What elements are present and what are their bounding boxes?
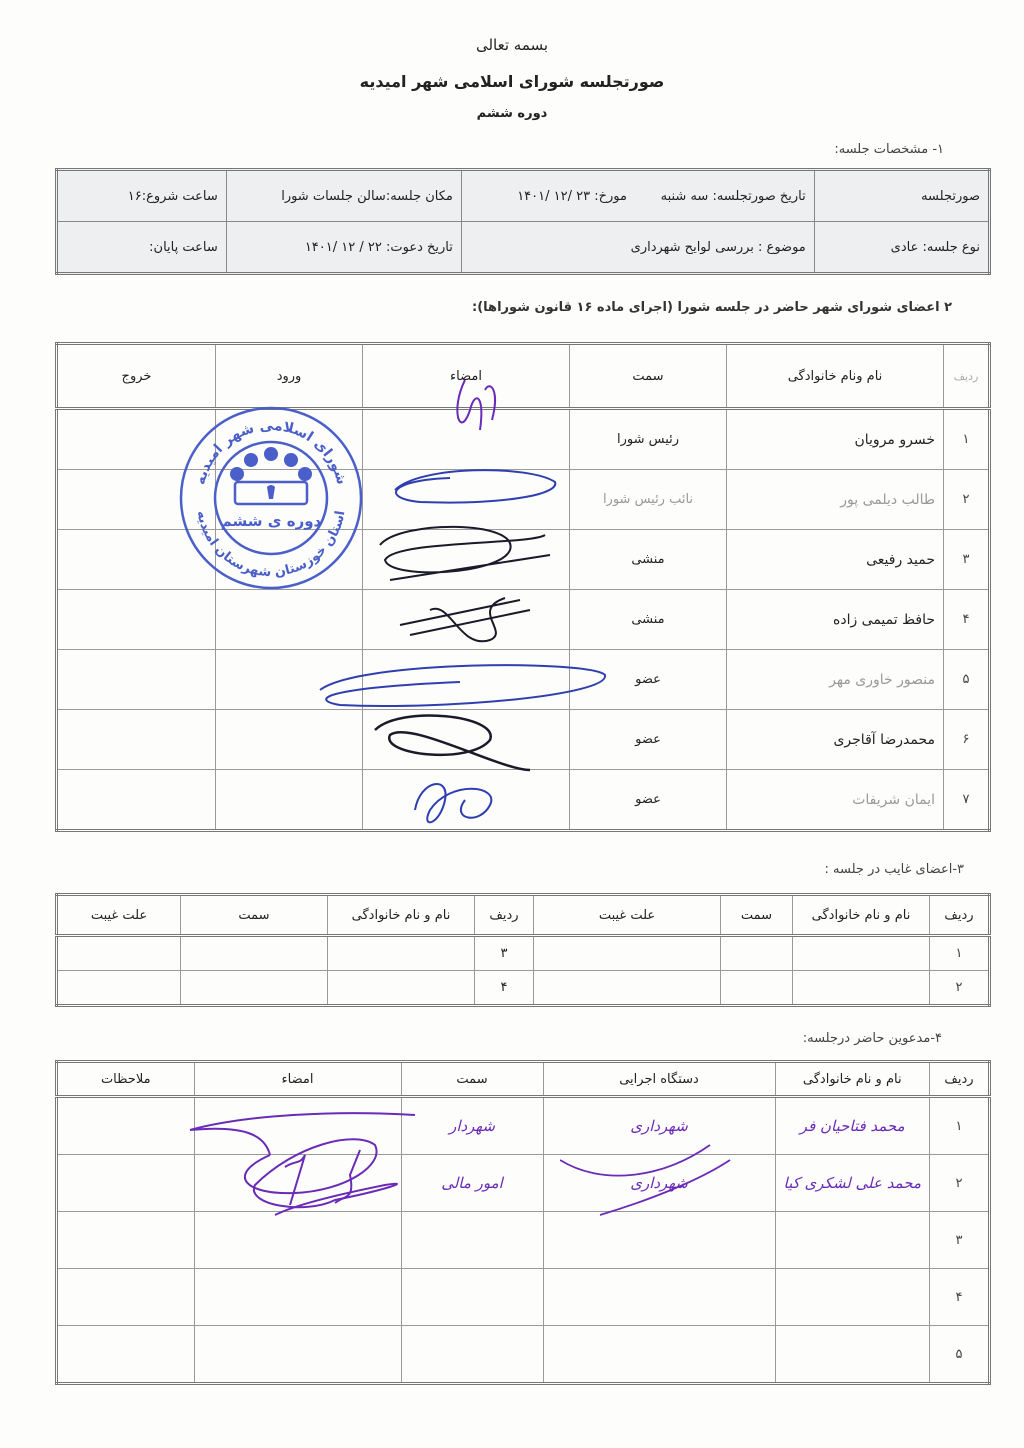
meeting-details-row bbox=[57, 170, 990, 222]
guest-role: شهردار bbox=[401, 1097, 543, 1155]
notes-cell bbox=[57, 1326, 195, 1384]
section2-heading: ۲ اعضای شورای شهر حاضر در جلسه شورا (اجرای ماده ۱۶ قانون شوراها): bbox=[472, 300, 952, 315]
empty-cell bbox=[57, 971, 181, 1006]
invited-guests-table bbox=[55, 1060, 991, 1385]
exit-cell bbox=[57, 530, 216, 590]
col-notes: ملاحظات bbox=[57, 1062, 195, 1097]
signature-cell bbox=[194, 1097, 401, 1155]
row-no: ۴ bbox=[475, 971, 534, 1006]
member-name: ایمان شریفات bbox=[727, 770, 944, 831]
entry-cell bbox=[216, 650, 363, 710]
col-organization: دستگاه اجرایی bbox=[543, 1062, 775, 1097]
row-no: ۳ bbox=[475, 936, 534, 971]
minutes-label: صورتجلسه bbox=[814, 170, 989, 222]
member-name: حمید رفیعی bbox=[727, 530, 944, 590]
member-name: حافظ تمیمی زاده bbox=[727, 590, 944, 650]
table-row bbox=[57, 710, 990, 770]
guest-name bbox=[775, 1269, 929, 1326]
col-absence-reason: علت غیبت bbox=[534, 895, 721, 936]
start-time: ساعت شروع:۱۶ bbox=[57, 170, 227, 222]
exit-cell bbox=[57, 590, 216, 650]
col-signature: امضاء bbox=[363, 344, 570, 409]
meeting-details-table bbox=[55, 168, 991, 275]
guest-role bbox=[401, 1212, 543, 1269]
member-name: خسرو مرویان bbox=[727, 409, 944, 470]
council-term: دوره ششم bbox=[476, 106, 548, 121]
member-role: نائب رئیس شورا bbox=[570, 470, 727, 530]
guest-name bbox=[775, 1212, 929, 1269]
empty-cell bbox=[534, 971, 721, 1006]
table-header-row bbox=[57, 895, 990, 936]
signature-cell bbox=[363, 470, 570, 530]
table-row bbox=[57, 770, 990, 831]
guest-role bbox=[401, 1326, 543, 1384]
member-name: طالب دیلمی پور bbox=[727, 470, 944, 530]
col-name: نام ونام خانوادگی bbox=[727, 344, 944, 409]
table-row bbox=[57, 1326, 990, 1384]
table-row bbox=[57, 650, 990, 710]
col-name: نام و نام خانوادگی bbox=[328, 895, 475, 936]
signature-cell bbox=[363, 770, 570, 831]
exit-cell bbox=[57, 650, 216, 710]
signature-cell bbox=[363, 710, 570, 770]
entry-cell bbox=[216, 770, 363, 831]
col-role: سمت bbox=[721, 895, 793, 936]
exit-cell bbox=[57, 409, 216, 470]
col-row-no: ردیف bbox=[475, 895, 534, 936]
empty-cell bbox=[328, 971, 475, 1006]
present-members-table bbox=[55, 342, 991, 832]
row-no: ۵ bbox=[944, 650, 990, 710]
table-row bbox=[57, 530, 990, 590]
table-row bbox=[57, 470, 990, 530]
guest-organization bbox=[543, 1326, 775, 1384]
table-row bbox=[57, 936, 990, 971]
row-no: ۵ bbox=[930, 1326, 990, 1384]
notes-cell bbox=[57, 1212, 195, 1269]
col-row-no: ردیف bbox=[930, 895, 990, 936]
empty-cell bbox=[721, 936, 793, 971]
empty-cell bbox=[793, 971, 930, 1006]
row-no: ۳ bbox=[930, 1212, 990, 1269]
entry-cell bbox=[216, 409, 363, 470]
stamp-bottom-text: استان خوزستان شهرستان امیدیه bbox=[193, 509, 349, 581]
guest-organization: شهرداری bbox=[543, 1155, 775, 1212]
row-no: ۷ bbox=[944, 770, 990, 831]
member-name: منصور خاوری مهر bbox=[727, 650, 944, 710]
section4-heading: ۴-مدعوین حاضر درجلسه: bbox=[802, 1031, 942, 1046]
row-no: ۲ bbox=[930, 1155, 990, 1212]
notes-cell bbox=[57, 1155, 195, 1212]
invitation-date: تاریخ دعوت: ۲۲ / ۱۲ /۱۴۰۱ bbox=[226, 222, 461, 274]
member-role: منشی bbox=[570, 530, 727, 590]
signature-cell bbox=[194, 1212, 401, 1269]
signature-cell bbox=[363, 530, 570, 590]
guest-name: محمد فتاحیان فر bbox=[775, 1097, 929, 1155]
table-row bbox=[57, 1155, 990, 1212]
invocation: بسمه تعالی bbox=[475, 36, 549, 54]
guest-organization bbox=[543, 1269, 775, 1326]
meeting-subject: موضوع : بررسی لوایح شهرداری bbox=[461, 222, 814, 274]
empty-cell bbox=[793, 936, 930, 971]
stamp-center-text: دوره ی ششم bbox=[220, 512, 322, 530]
entry-cell bbox=[216, 470, 363, 530]
notes-cell bbox=[57, 1269, 195, 1326]
member-role: رئیس شورا bbox=[570, 409, 727, 470]
member-name: محمدرضا آقاجری bbox=[727, 710, 944, 770]
col-role: سمت bbox=[570, 344, 727, 409]
table-row bbox=[57, 1269, 990, 1326]
guest-role bbox=[401, 1269, 543, 1326]
col-role: سمت bbox=[401, 1062, 543, 1097]
section1-heading: ۱- مشخصات جلسه: bbox=[834, 142, 944, 157]
stamp-top-text: شورای اسلامی شهر امیدیه bbox=[192, 417, 350, 487]
table-row bbox=[57, 409, 990, 470]
row-no: ۴ bbox=[944, 590, 990, 650]
member-role: عضو bbox=[570, 710, 727, 770]
member-role: عضو bbox=[570, 650, 727, 710]
end-time: ساعت پایان: bbox=[57, 222, 227, 274]
row-no: ۴ bbox=[930, 1269, 990, 1326]
empty-cell bbox=[181, 971, 328, 1006]
col-row-no: ردیف bbox=[944, 344, 990, 409]
entry-cell bbox=[216, 530, 363, 590]
minutes-date: مورخ: ۲۳ /۱۲ /۱۴۰۱ bbox=[461, 170, 635, 222]
signature-cell bbox=[194, 1269, 401, 1326]
table-header-row bbox=[57, 1062, 990, 1097]
exit-cell bbox=[57, 710, 216, 770]
guest-name: محمد علی لشکری کیا bbox=[775, 1155, 929, 1212]
row-no: ۲ bbox=[944, 470, 990, 530]
section3-heading: ۳-اعضای غایب در جلسه : bbox=[824, 862, 964, 877]
table-row bbox=[57, 1097, 990, 1155]
member-role: عضو bbox=[570, 770, 727, 831]
empty-cell bbox=[328, 936, 475, 971]
document-title: صورتجلسه شورای اسلامی شهر امیدیه bbox=[359, 72, 665, 91]
signature-cell bbox=[363, 409, 570, 470]
empty-cell bbox=[57, 936, 181, 971]
empty-cell bbox=[181, 936, 328, 971]
exit-cell bbox=[57, 470, 216, 530]
meeting-details-row bbox=[57, 222, 990, 274]
empty-cell bbox=[721, 971, 793, 1006]
col-row-no: ردیف bbox=[930, 1062, 990, 1097]
col-signature: امضاء bbox=[194, 1062, 401, 1097]
row-no: ۲ bbox=[930, 971, 990, 1006]
table-header-row bbox=[57, 344, 990, 409]
signature-cell bbox=[194, 1155, 401, 1212]
col-exit: خروج bbox=[57, 344, 216, 409]
notes-cell bbox=[57, 1097, 195, 1155]
col-entry: ورود bbox=[216, 344, 363, 409]
table-row bbox=[57, 971, 990, 1006]
col-absence-reason: علت غیبت bbox=[57, 895, 181, 936]
col-role: سمت bbox=[181, 895, 328, 936]
col-name: نام و نام خانوادگی bbox=[775, 1062, 929, 1097]
meeting-location: مکان جلسه:سالن جلسات شورا bbox=[226, 170, 461, 222]
col-name: نام و نام خانوادگی bbox=[793, 895, 930, 936]
meeting-type: نوع جلسه: عادی bbox=[814, 222, 989, 274]
exit-cell bbox=[57, 770, 216, 831]
guest-role: امور مالی bbox=[401, 1155, 543, 1212]
guest-organization bbox=[543, 1212, 775, 1269]
minutes-date-day: تاریخ صورتجلسه: سه شنبه bbox=[635, 170, 814, 222]
table-row bbox=[57, 590, 990, 650]
signature-cell bbox=[363, 590, 570, 650]
row-no: ۶ bbox=[944, 710, 990, 770]
table-row bbox=[57, 1212, 990, 1269]
guest-organization: شهرداری bbox=[543, 1097, 775, 1155]
entry-cell bbox=[216, 710, 363, 770]
row-no: ۳ bbox=[944, 530, 990, 590]
empty-cell bbox=[534, 936, 721, 971]
row-no: ۱ bbox=[944, 409, 990, 470]
signature-cell bbox=[194, 1326, 401, 1384]
row-no: ۱ bbox=[930, 936, 990, 971]
row-no: ۱ bbox=[930, 1097, 990, 1155]
entry-cell bbox=[216, 590, 363, 650]
member-role: منشی bbox=[570, 590, 727, 650]
absent-members-table bbox=[55, 893, 991, 1007]
signature-cell bbox=[363, 650, 570, 710]
guest-name bbox=[775, 1326, 929, 1384]
